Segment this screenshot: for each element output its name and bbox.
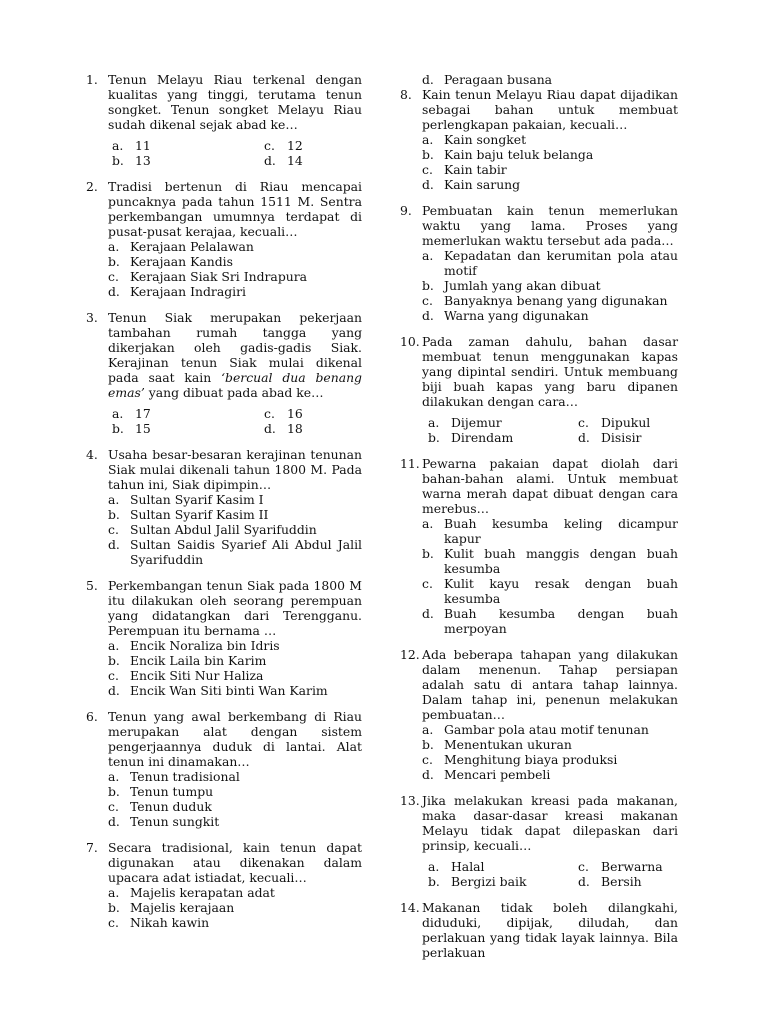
option-a	[400, 722, 678, 737]
option-a	[112, 138, 264, 153]
option-a	[86, 239, 362, 254]
option-b	[400, 737, 678, 752]
options-grid	[400, 415, 678, 445]
question-5	[86, 578, 362, 698]
question-11	[400, 456, 678, 636]
option-letter: a.	[108, 638, 120, 653]
option-d	[578, 874, 678, 889]
option-text: 17	[135, 406, 151, 421]
right-column	[400, 72, 678, 971]
option-text: Encik Laila bin Karim	[130, 653, 267, 668]
option-letter: d.	[422, 606, 434, 621]
option-b	[86, 900, 362, 915]
option-letter: d.	[264, 421, 276, 436]
question-stem	[86, 447, 362, 492]
option-text: Mencari pembeli	[444, 767, 551, 782]
options-grid	[86, 406, 362, 436]
option-text: 13	[135, 153, 151, 168]
option-a	[400, 248, 678, 278]
question-13	[400, 793, 678, 889]
option-text: Warna yang digunakan	[444, 308, 589, 323]
question-text	[422, 900, 678, 960]
question-9	[400, 203, 678, 323]
option-letter: d.	[578, 430, 590, 445]
option-d	[400, 308, 678, 323]
option-letter: a.	[108, 769, 120, 784]
option-text: Kain songket	[444, 132, 527, 147]
option-letter: c.	[422, 162, 433, 177]
option-text: 14	[287, 153, 303, 168]
option-text: Nikah kawin	[130, 915, 210, 930]
option-b	[428, 430, 578, 445]
option-c	[578, 415, 678, 430]
option-text: Sultan Syarif Kasim II	[130, 507, 269, 522]
option-text: Sultan Syarif Kasim I	[130, 492, 264, 507]
question-number: 8.	[400, 87, 412, 102]
question-text-part: Pembuatan kain tenun memerlukan waktu yang lama. Proses yang memerlukan waktu tersebut ada pada…	[422, 203, 678, 248]
question-12	[400, 647, 678, 782]
option-letter: c.	[108, 799, 119, 814]
question-stem	[400, 900, 678, 960]
option-letter: a.	[428, 859, 440, 874]
option-text: Sultan Saidis Syarief Ali Abdul Jalil Syarifuddin	[130, 537, 362, 567]
option-letter: b.	[428, 874, 440, 889]
option-a	[86, 885, 362, 900]
option-c	[86, 668, 362, 683]
option-letter: c.	[108, 522, 119, 537]
left-column	[86, 72, 362, 941]
option-letter: c.	[108, 915, 119, 930]
question-number: 5.	[86, 578, 98, 593]
option-letter: b.	[422, 278, 434, 293]
option-text: 18	[287, 421, 303, 436]
option-text: Majelis kerajaan	[130, 900, 235, 915]
option-letter: a.	[428, 415, 440, 430]
option-text: Dijemur	[451, 415, 502, 430]
option-text: Menentukan ukuran	[444, 737, 572, 752]
option-b	[112, 421, 264, 436]
question-number: 3.	[86, 310, 98, 325]
option-b	[86, 507, 362, 522]
option-letter: b.	[108, 784, 120, 799]
option-text: Banyaknya benang yang digunakan	[444, 293, 668, 308]
question-text	[108, 179, 362, 239]
option-letter: b.	[428, 430, 440, 445]
option-c	[400, 576, 678, 606]
option-letter: c.	[578, 859, 589, 874]
option-letter: c.	[108, 269, 119, 284]
option-text: Menghitung biaya produksi	[444, 752, 618, 767]
option-letter: c.	[422, 752, 433, 767]
option-text: Sultan Abdul Jalil Syarifuddin	[130, 522, 317, 537]
option-b	[86, 254, 362, 269]
option-d	[86, 814, 362, 829]
question-text-part: Makanan tidak boleh dilangkahi, diduduki, dipijak, diludah, dan perlakuan yang tidak layak lainnya. Bila perlakuan	[422, 900, 678, 960]
option-b	[400, 147, 678, 162]
question-number: 13.	[400, 793, 420, 808]
option-text: Kerajaan Indragiri	[130, 284, 246, 299]
option-text: Majelis kerapatan adat	[130, 885, 275, 900]
option-text: Kerajaan Pelalawan	[130, 239, 254, 254]
question-8	[400, 87, 678, 192]
question-number: 4.	[86, 447, 98, 462]
option-text: Kerajaan Kandis	[130, 254, 233, 269]
option-text: Buah kesumba dengan buah merpoyan	[444, 606, 678, 636]
question-text-part: yang dibuat pada abad ke…	[144, 385, 324, 400]
question-number: 1.	[86, 72, 98, 87]
option-text: Halal	[451, 859, 485, 874]
option-text: 12	[287, 138, 303, 153]
option-letter: a.	[422, 722, 434, 737]
question-number: 14.	[400, 900, 420, 915]
option-c	[400, 752, 678, 767]
option-c	[578, 859, 678, 874]
question-text-part: Ada beberapa tahapan yang dilakukan dalam menenun. Tahap persiapan adalah satu di antara tahap lainnya. Dalam tahap ini, penenun melakukan pembuatan…	[422, 647, 678, 722]
question-text	[422, 456, 678, 516]
option-d	[86, 284, 362, 299]
option-text: Peragaan busana	[444, 72, 553, 87]
question-stem	[400, 87, 678, 132]
question-text-part: Secara tradisional, kain tenun dapat digunakan atau dikenakan dalam upacara adat istiadat, kecuali…	[108, 840, 362, 885]
option-letter: c.	[422, 293, 433, 308]
option-letter: c.	[264, 406, 275, 421]
option-a	[86, 492, 362, 507]
question-text-part: Usaha besar-besaran kerajinan tenunan Siak mulai dikenali tahun 1800 M. Pada tahun ini, Siak dipimpin…	[108, 447, 362, 492]
option-letter: c.	[108, 668, 119, 683]
question-text	[422, 203, 678, 248]
option-text: Tenun duduk	[130, 799, 212, 814]
question-text	[422, 647, 678, 722]
question-14	[400, 900, 678, 960]
option-letter: d.	[108, 814, 120, 829]
question-text	[108, 447, 362, 492]
option-letter: a.	[108, 885, 120, 900]
question-stem	[86, 310, 362, 400]
option-letter: c.	[264, 138, 275, 153]
option-text: Bergizi baik	[451, 874, 527, 889]
option-text: Tenun tradisional	[130, 769, 240, 784]
options-grid	[86, 138, 362, 168]
option-letter: b.	[422, 147, 434, 162]
question-stem	[400, 456, 678, 516]
question-stem	[86, 179, 362, 239]
option-c	[86, 799, 362, 814]
options-grid	[400, 859, 678, 889]
option-text: Jumlah yang akan dibuat	[444, 278, 601, 293]
question-stem	[400, 647, 678, 722]
option-letter: a.	[112, 406, 124, 421]
option-a	[428, 415, 578, 430]
question-number: 7.	[86, 840, 98, 855]
option-c	[86, 915, 362, 930]
option-b	[86, 784, 362, 799]
question-text	[108, 310, 362, 400]
question-stem	[86, 72, 362, 132]
option-text: Kulit buah manggis dengan buah kesumba	[444, 546, 678, 576]
option-text: Dipukul	[601, 415, 651, 430]
option-letter: b.	[108, 254, 120, 269]
option-letter: b.	[108, 507, 120, 522]
option-text: Kerajaan Siak Sri Indrapura	[130, 269, 308, 284]
question-4	[86, 447, 362, 567]
option-letter: d.	[422, 177, 434, 192]
option-c	[86, 522, 362, 537]
question-stem	[400, 203, 678, 248]
question-text	[108, 578, 362, 638]
option-letter: d.	[108, 284, 120, 299]
option-c	[264, 406, 362, 421]
option-d	[264, 153, 362, 168]
question-text	[422, 334, 678, 409]
question-stem	[86, 578, 362, 638]
question-10	[400, 334, 678, 445]
question-number: 6.	[86, 709, 98, 724]
option-letter: a.	[112, 138, 124, 153]
option-letter: b.	[108, 653, 120, 668]
option-letter: d.	[422, 72, 434, 87]
option-a	[428, 859, 578, 874]
option-a	[400, 516, 678, 546]
option-text: 16	[287, 406, 303, 421]
option-d	[86, 683, 362, 698]
option-letter: c.	[578, 415, 589, 430]
option-text: Encik Noraliza bin Idris	[130, 638, 280, 653]
option-text: Encik Wan Siti binti Wan Karim	[130, 683, 328, 698]
question-text	[108, 840, 362, 885]
question-6	[86, 709, 362, 829]
option-text: Kain tabir	[444, 162, 507, 177]
question-number: 11.	[400, 456, 420, 471]
option-text: Gambar pola atau motif tenunan	[444, 722, 649, 737]
question-text	[108, 72, 362, 132]
option-a	[400, 132, 678, 147]
question-text-part: Kain tenun Melayu Riau dapat dijadikan sebagai bahan untuk membuat perlengkapan pakaian, kecuali…	[422, 87, 678, 132]
option-b	[86, 653, 362, 668]
option-d	[400, 606, 678, 636]
option-b	[428, 874, 578, 889]
option-letter: b.	[422, 546, 434, 561]
option-a	[86, 769, 362, 784]
question-text-part: Tenun Melayu Riau terkenal dengan kualitas yang tinggi, terutama tenun songket. Tenun songket Melayu Riau sudah dikenal sejak abad ke…	[108, 72, 362, 132]
question-text-part: Tradisi bertenun di Riau mencapai puncaknya pada tahun 1511 M. Sentra perkembangan umumnya terdapat di pusat-pusat kerajaa, kecuali…	[108, 179, 362, 239]
question-1	[86, 72, 362, 168]
option-a	[86, 638, 362, 653]
question-stem	[400, 334, 678, 409]
option-letter: b.	[112, 421, 124, 436]
question-text	[422, 793, 678, 853]
option-text: Kulit kayu resak dengan buah kesumba	[444, 576, 678, 606]
option-letter: a.	[422, 248, 434, 263]
option-d	[264, 421, 362, 436]
option-c	[400, 162, 678, 177]
option-letter: d.	[108, 537, 120, 552]
question-stem	[400, 793, 678, 853]
option-letter: a.	[108, 239, 120, 254]
question-text-part: Tenun yang awal berkembang di Riau merupakan alat dengan sistem pengerjaannya duduk di lantai. Alat tenun ini dinamakan…	[108, 709, 362, 769]
carried-option	[400, 72, 678, 87]
option-letter: b.	[112, 153, 124, 168]
question-2	[86, 179, 362, 299]
option-text: Kepadatan dan kerumitan pola atau motif	[444, 248, 678, 278]
question-text	[422, 87, 678, 132]
option-text: Berwarna	[601, 859, 663, 874]
option-text: 15	[135, 421, 151, 436]
option-text: 11	[135, 138, 151, 153]
option-text: Tenun sungkit	[130, 814, 220, 829]
question-italic-term: ‘bercual dua benang emas’	[108, 370, 362, 400]
question-3	[86, 310, 362, 436]
option-letter: a.	[422, 132, 434, 147]
option-letter: d.	[422, 767, 434, 782]
option-text: Direndam	[451, 430, 514, 445]
option-text: Kain baju teluk belanga	[444, 147, 594, 162]
option-d	[578, 430, 678, 445]
option-c	[86, 269, 362, 284]
question-text	[108, 709, 362, 769]
option-text: Bersih	[601, 874, 642, 889]
option-d	[400, 767, 678, 782]
question-text-part: Tenun Siak merupakan pekerjaan tambahan rumah tangga yang dikerjakan oleh gadis-gadis Siak. Kerajinan tenun Siak mulai dikenal pada saat kain	[108, 310, 362, 385]
option-a	[112, 406, 264, 421]
question-number: 10.	[400, 334, 420, 349]
option-c	[264, 138, 362, 153]
question-number: 9.	[400, 203, 412, 218]
question-text-part: Jika melakukan kreasi pada makanan, maka dasar-dasar kreasi makanan Melayu tidak dapat dilepaskan dari prinsip, kecuali…	[422, 793, 678, 853]
question-stem	[86, 840, 362, 885]
option-text: Buah kesumba keling dicampur kapur	[444, 516, 678, 546]
option-letter: a.	[108, 492, 120, 507]
question-text-part: Perkembangan tenun Siak pada 1800 M itu dilakukan oleh seorang perempuan yang didatangkan dari Terengganu. Perempuan itu bernama …	[108, 578, 362, 638]
option-b	[112, 153, 264, 168]
question-number: 12.	[400, 647, 420, 662]
question-stem	[86, 709, 362, 769]
option-letter: b.	[422, 737, 434, 752]
option-letter: b.	[108, 900, 120, 915]
option-letter: c.	[422, 576, 433, 591]
option-b	[400, 278, 678, 293]
option-b	[400, 546, 678, 576]
option-d	[86, 537, 362, 567]
question-7	[86, 840, 362, 930]
option-letter: d.	[264, 153, 276, 168]
option-letter: d.	[578, 874, 590, 889]
option-text: Encik Siti Nur Haliza	[130, 668, 264, 683]
option-letter: a.	[422, 516, 434, 531]
question-number: 2.	[86, 179, 98, 194]
option-d	[400, 177, 678, 192]
option-text: Disisir	[601, 430, 642, 445]
option-text: Tenun tumpu	[130, 784, 214, 799]
option-letter: d.	[422, 308, 434, 323]
option-text: Kain sarung	[444, 177, 521, 192]
question-text-part: Pada zaman dahulu, bahan dasar membuat tenun menggunakan kapas yang dipintal sendiri. Untuk membuang biji buah kapas yang baru dipanen dilakukan dengan cara…	[422, 334, 678, 409]
option-c	[400, 293, 678, 308]
question-text-part: Pewarna pakaian dapat diolah dari bahan-bahan alami. Untuk membuat warna merah dapat dibuat dengan cara merebus…	[422, 456, 678, 516]
option-letter: d.	[108, 683, 120, 698]
